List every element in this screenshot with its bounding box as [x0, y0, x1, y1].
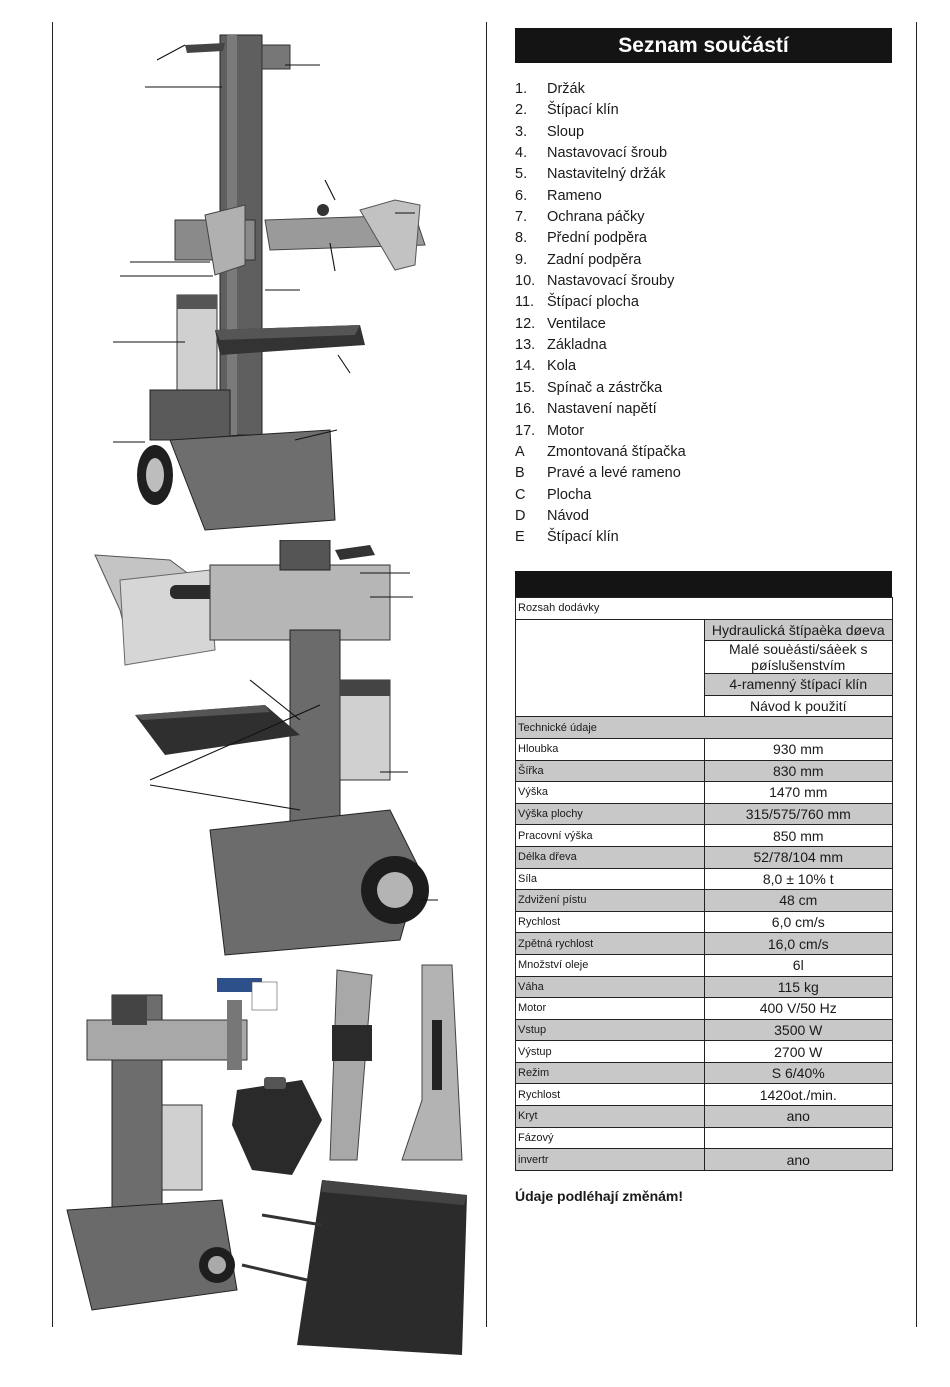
spec-label: Motor: [516, 998, 705, 1020]
part-number: 15.: [515, 379, 536, 396]
table-row: [516, 1041, 893, 1063]
spec-label: Množství oleje: [516, 954, 705, 976]
part-number: 1.: [515, 81, 528, 97]
spec-value: 3500 W: [704, 1019, 893, 1041]
spec-label: Rychlost: [516, 1084, 705, 1106]
part-number: 2.: [515, 102, 528, 119]
part-name: Nastavení napětí: [547, 401, 657, 418]
part-name: Zadní podpěra: [547, 251, 642, 268]
part-name: Štípací klín: [547, 102, 619, 119]
change-notice: Údaje podléhají změnám!: [515, 1188, 684, 1204]
scope-empty-cell: [516, 619, 705, 717]
package-contents-figure: [52, 960, 485, 1380]
spec-value: S 6/40%: [704, 1062, 893, 1084]
table-row: [516, 803, 893, 825]
part-name: Pravé a levé rameno: [547, 465, 681, 482]
spec-label: Váha: [516, 976, 705, 998]
table-row: [516, 598, 893, 620]
table-row: [516, 825, 893, 847]
spec-table-header-bar: [515, 571, 892, 597]
part-number: 13.: [515, 337, 536, 354]
part-name: Nastavovací šrouby: [547, 273, 675, 290]
part-number: 5.: [515, 166, 528, 183]
list-item: [515, 292, 892, 313]
part-number: C: [515, 486, 526, 503]
part-number: 4.: [515, 145, 528, 162]
spec-value: 315/575/760 mm: [704, 803, 893, 825]
table-row: [516, 998, 893, 1020]
part-name: Ochrana páčky: [547, 209, 645, 226]
table-row: [516, 846, 893, 868]
part-name: Kola: [547, 358, 577, 375]
part-number: 7.: [515, 209, 528, 226]
list-item: [515, 100, 892, 121]
spec-label: Fázový: [516, 1127, 705, 1149]
table-row: [516, 717, 893, 739]
list-item: [515, 314, 892, 335]
right-margin-line: [916, 22, 917, 1327]
parts-list: [515, 79, 892, 549]
spec-table: [515, 597, 893, 1171]
part-number: 3.: [515, 123, 528, 140]
spec-value: 930 mm: [704, 738, 893, 760]
table-row: [516, 933, 893, 955]
part-name: Nastavovací šroub: [547, 145, 668, 162]
table-row: [516, 1127, 893, 1149]
spec-label: Výška: [516, 782, 705, 804]
spec-value: 850 mm: [704, 825, 893, 847]
spec-label: Vstup: [516, 1019, 705, 1041]
part-number: 9.: [515, 251, 528, 268]
spec-value: 400 V/50 Hz: [704, 998, 893, 1020]
part-number: 8.: [515, 230, 528, 247]
column-divider-line: [486, 22, 487, 1327]
list-item: [515, 250, 892, 271]
spec-label: Kryt: [516, 1106, 705, 1128]
part-name: Štípací klín: [547, 529, 619, 546]
part-number: D: [515, 507, 526, 524]
list-item: [515, 485, 892, 506]
table-row: [516, 1149, 893, 1171]
table-row: [516, 868, 893, 890]
table-row: [516, 738, 893, 760]
list-item: [515, 335, 892, 356]
list-item: [515, 356, 892, 377]
spec-value: 1420ot./min.: [704, 1084, 893, 1106]
part-name: Spínač a zástrčka: [547, 379, 663, 396]
part-number: 12.: [515, 315, 536, 332]
table-row: [516, 1106, 893, 1128]
part-number: 10.: [515, 273, 536, 290]
scope-item: 4-ramenný štípací klín: [704, 674, 893, 696]
list-item: [515, 442, 892, 463]
spec-label: invertr: [516, 1149, 705, 1171]
spec-label: Síla: [516, 868, 705, 890]
list-item: [515, 228, 892, 249]
splitter-front-view-figure: [95, 25, 435, 540]
list-item: [515, 271, 892, 292]
part-name: Sloup: [547, 123, 585, 140]
spec-value: 830 mm: [704, 760, 893, 782]
part-number: A: [515, 443, 525, 460]
spec-label: Zdvižení pístu: [516, 890, 705, 912]
table-row: [516, 890, 893, 912]
list-item: [515, 186, 892, 207]
splitter-side-view-figure: [90, 540, 440, 965]
spec-value: 115 kg: [704, 976, 893, 998]
part-name: Štípací plocha: [547, 294, 639, 311]
list-item: [515, 79, 892, 100]
list-item: [515, 527, 892, 548]
spec-value: 16,0 cm/s: [704, 933, 893, 955]
spec-value: [704, 1127, 893, 1149]
scope-item: Malé souèásti/sáèek s pøíslušenstvím: [704, 641, 893, 674]
part-name: Držák: [547, 81, 585, 97]
table-row: [516, 1019, 893, 1041]
spec-value: ano: [704, 1149, 893, 1171]
scope-item: Hydraulická štípaèka døeva: [704, 619, 893, 641]
part-number: 17.: [515, 422, 536, 439]
spec-label: Rychlost: [516, 911, 705, 933]
spec-label: Zpětná rychlost: [516, 933, 705, 955]
list-item: [515, 463, 892, 484]
table-row: [516, 1084, 893, 1106]
spec-label: Šířka: [516, 760, 705, 782]
part-number: 16.: [515, 401, 536, 418]
part-name: Nastavitelný držák: [547, 166, 666, 183]
list-item: [515, 378, 892, 399]
part-number: E: [515, 529, 525, 546]
list-item: [515, 122, 892, 143]
tech-section-label: Technické údaje: [516, 717, 893, 739]
spec-label: Hloubka: [516, 738, 705, 760]
part-name: Návod: [547, 507, 589, 524]
parts-list-title: Seznam součástí: [515, 28, 892, 63]
spec-label: Délka dřeva: [516, 846, 705, 868]
spec-value: ano: [704, 1106, 893, 1128]
spec-value: 1470 mm: [704, 782, 893, 804]
spec-value: 48 cm: [704, 890, 893, 912]
part-number: 14.: [515, 358, 536, 375]
list-item: [515, 506, 892, 527]
spec-value: 6l: [704, 954, 893, 976]
table-row: [516, 954, 893, 976]
spec-value: 8,0 ± 10% t: [704, 868, 893, 890]
spec-value: 6,0 cm/s: [704, 911, 893, 933]
spec-label: Pracovní výška: [516, 825, 705, 847]
table-row: [516, 619, 893, 641]
list-item: [515, 421, 892, 442]
part-number: B: [515, 465, 525, 482]
part-name: Zmontovaná štípačka: [547, 443, 686, 460]
spec-label: Režim: [516, 1062, 705, 1084]
spec-label: Výška plochy: [516, 803, 705, 825]
part-name: Motor: [547, 422, 585, 439]
part-number: 11.: [515, 294, 535, 311]
spec-label: Výstup: [516, 1041, 705, 1063]
list-item: [515, 164, 892, 185]
part-name: Přední podpěra: [547, 230, 647, 247]
scope-section-label: Rozsah dodávky: [516, 598, 893, 620]
table-row: [516, 1062, 893, 1084]
part-name: Ventilace: [547, 315, 606, 332]
spec-value: 2700 W: [704, 1041, 893, 1063]
part-name: Plocha: [547, 486, 592, 503]
scope-item: Návod k použití: [704, 695, 893, 717]
spec-value: 52/78/104 mm: [704, 846, 893, 868]
table-row: [516, 911, 893, 933]
part-number: 6.: [515, 187, 528, 204]
list-item: [515, 399, 892, 420]
list-item: [515, 207, 892, 228]
part-name: Rameno: [547, 187, 602, 204]
list-item: [515, 143, 892, 164]
table-row: [516, 976, 893, 998]
part-name: Základna: [547, 337, 607, 354]
table-row: [516, 782, 893, 804]
table-row: [516, 760, 893, 782]
